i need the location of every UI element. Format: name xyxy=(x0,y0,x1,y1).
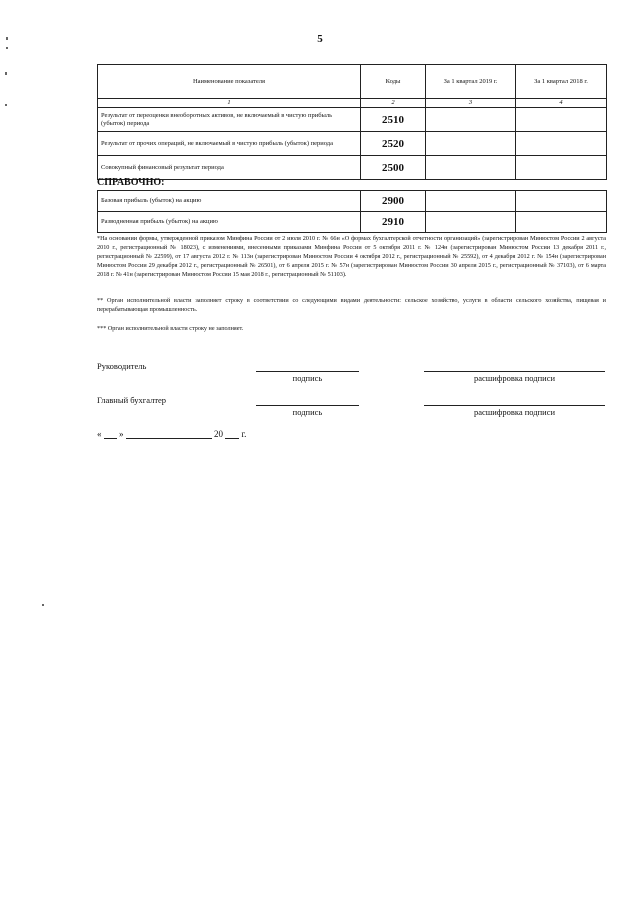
row-code: 2500 xyxy=(361,156,426,180)
row-code: 2900 xyxy=(361,191,426,212)
date-year-blank xyxy=(225,429,239,439)
accountant-decoding-caption: расшифровка подписи xyxy=(473,407,556,417)
row-value-previous xyxy=(516,212,607,233)
head-decoding-line xyxy=(424,371,605,372)
footnote-main: *На основании формы, утвержденной приказом Минфина России от 2 июля 2010 г. № 66н «О формах бухгалтерской отчетности организаций» (зарегистрирован Минюстом России 2 августа 2010 г., регистрационный № 18023), с изменениями, внесенными приказами Минфина России от 5 октября 2011 г. № 124н (зарегистрирован Минюстом России 13 декабря 2011 г., регистрационный № 22599), от 17 августа 2012 г. № 113н (зарегистрирован Минюстом России 4 октября 2012 г., регистрационный № 25592), от 4 декабря 2012 г. № 154н (зарегистрирован Минюстом России 29 декабря 2012 г., регистрационный № 26501), от 6 апреля 2015 г. № 57н (зарегистрирован Минюстом России 30 апреля 2015 г., регистрационный № 37103), от 6 марта 2018 г. № 41н (зарегистрирован Минюстом России 15 мая 2018 г., регистрационный № 51103). xyxy=(97,235,606,278)
row-label: Результат от прочих операций, не включаемый в чистую прибыль (убыток) периода xyxy=(98,132,361,156)
row-code: 2510 xyxy=(361,108,426,132)
table-row xyxy=(98,108,607,132)
accountant-signature-line xyxy=(256,405,359,406)
date-year-suffix: г. xyxy=(241,429,247,439)
header-code: Коды xyxy=(361,65,426,99)
row-value-current xyxy=(426,132,516,156)
table-row xyxy=(98,156,607,180)
row-value-current xyxy=(426,108,516,132)
row-label: Разводненная прибыль (убыток) на акцию xyxy=(98,212,361,233)
date-month-blank xyxy=(126,429,212,439)
row-label: Результат от переоценки внеоборотных активов, не включаемый в чистую прибыль (убыток) периода xyxy=(98,108,361,132)
table-row xyxy=(98,212,607,233)
row-value-current xyxy=(426,156,516,180)
header-indicator: Наименование показателя xyxy=(98,65,361,99)
row-value-previous xyxy=(516,132,607,156)
reference-section-title: СПРАВОЧНО: xyxy=(97,177,165,188)
date-year-prefix: 20 xyxy=(214,429,223,439)
financial-results-table xyxy=(97,64,607,180)
table-row xyxy=(98,191,607,212)
head-signature-caption: подпись xyxy=(292,373,323,383)
head-signature-label: Руководитель xyxy=(97,361,147,371)
row-value-previous xyxy=(516,191,607,212)
accountant-signature-label: Главный бухгалтер xyxy=(97,395,167,405)
column-number-row xyxy=(98,99,607,108)
scan-mark xyxy=(42,604,44,606)
row-value-previous xyxy=(516,156,607,180)
row-value-previous xyxy=(516,108,607,132)
table-header-row xyxy=(98,65,607,99)
column-number: 4 xyxy=(516,99,607,108)
column-number: 2 xyxy=(361,99,426,108)
reference-table xyxy=(97,190,607,233)
date-close-quote: » xyxy=(119,429,124,439)
scan-mark xyxy=(5,72,7,75)
date-line xyxy=(97,429,246,439)
head-signature-line xyxy=(256,371,359,372)
row-value-current xyxy=(426,191,516,212)
column-number: 1 xyxy=(98,99,361,108)
head-decoding-caption: расшифровка подписи xyxy=(473,373,556,383)
row-value-current xyxy=(426,212,516,233)
scan-mark xyxy=(5,104,7,106)
row-code: 2910 xyxy=(361,212,426,233)
page-number: 5 xyxy=(317,33,323,45)
date-day-blank xyxy=(104,429,117,439)
header-period-previous: За 1 квартал 2018 г. xyxy=(516,65,607,99)
scan-mark xyxy=(6,37,8,40)
row-label: Базовая прибыль (убыток) на акцию xyxy=(98,191,361,212)
footnote-triple-asterisk: *** Орган исполнительной власти строку не заполняет. xyxy=(97,325,244,332)
accountant-signature-caption: подпись xyxy=(292,407,323,417)
row-label: Совокупный финансовый результат периода xyxy=(98,156,361,180)
date-open-quote: « xyxy=(97,429,102,439)
column-number: 3 xyxy=(426,99,516,108)
footnote-double-asterisk: ** Орган исполнительной власти заполняет строку в соответствии со следующими видами деятельности: сельское хозяйство, услуги в области сельского хозяйства, пищевая и перерабатывающая промышленность. xyxy=(97,297,606,313)
accountant-decoding-line xyxy=(424,405,605,406)
table-row xyxy=(98,132,607,156)
scan-mark xyxy=(6,47,8,49)
row-code: 2520 xyxy=(361,132,426,156)
header-period-current: За 1 квартал 2019 г. xyxy=(426,65,516,99)
